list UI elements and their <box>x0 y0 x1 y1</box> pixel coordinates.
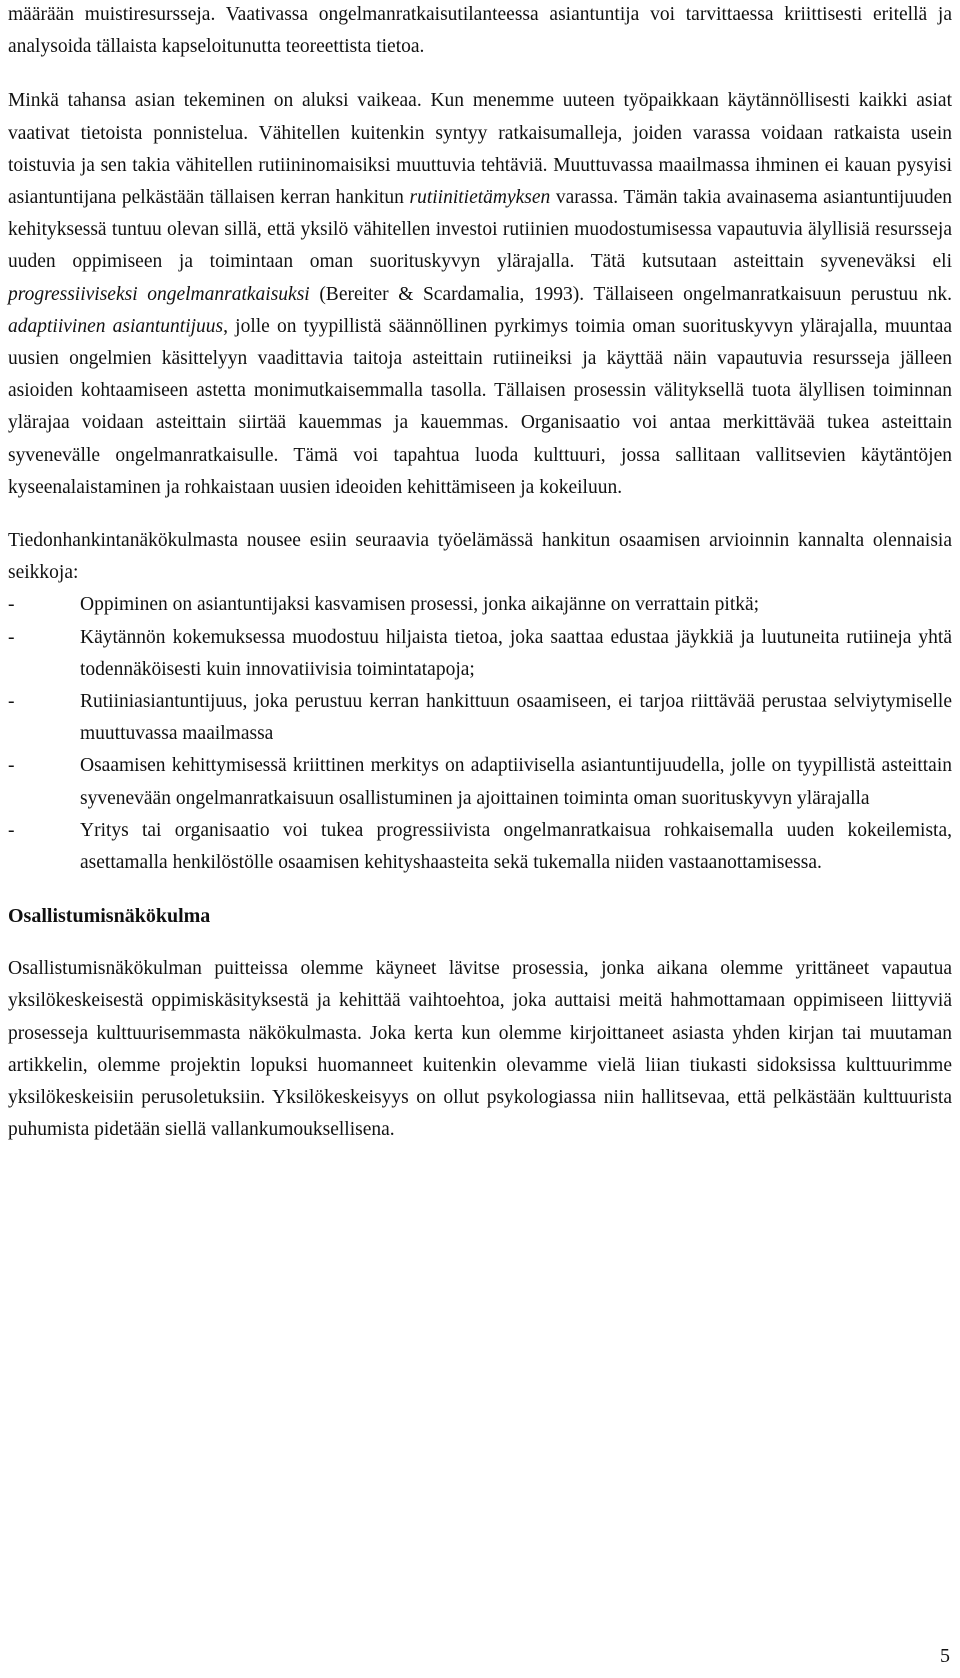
italic-term-rutiinitietamys: rutiinitietämyksen <box>409 187 551 209</box>
paragraph-intro <box>8 0 952 63</box>
paragraph-gap <box>8 879 952 900</box>
dash-bullet: - <box>8 755 15 777</box>
paragraph-osallistuminen: Osallistumisnäkökulman puitteissa olemme käyneet lävitse prosessia, jonka aikana olemme yrittäneet vapautua yksilökeskeisestä oppimiskäsityksestä ja kehittää vaihtoehtoa, joka auttaisi meitä hahmottamaan oppimiseen liittyviä prosesseja kulttuurisemmasta näkökulmasta. Joka kerta kun olemme kirjoittaneet asiasta yhden kirjan tai muutaman artikkelin, olemme projektin lopuksi huomanneet kuitenkin olevamme vielä liian tiukasti sidoksissa kulttuurimme yksilökeskeisiin perusoletuksiin. Yksilökeskeisyys on ollut psykologiassa niin hallitsevaa, että pelkästään kulttuurista puhumista pidetään siellä vallankumouksellisena. <box>8 958 952 1141</box>
paragraph-text: (Bereiter & Scardamalia, 1993). Tällaiseen ongelmanratkaisuun perustuu nk. <box>309 283 952 305</box>
paragraph-text: Minkä tahansa asian tekeminen on aluksi vaikeaa. Kun menemme uuteen työpaikkaan käytännöllisesti kaikki asiat vaativat tietoista ponnistelua. Vähitellen kuitenkin syntyy ratkaisumalleja, joiden varassa voidaan ratkaista usein toistuvia ja sen takia vähitellen rutiininomaisiksi muuttuvia tehtäviä. Muuttuvassa maailmassa ihminen ei kauan pysyisi asiantuntijana pelkästään tällaisen kerran hankitun <box>8 90 952 209</box>
paragraph-intro-text: määrään muistiresursseja. Vaativassa ongelmanratkaisutilanteessa asiantuntija voi tarvittaessa kriittisesti eritellä ja analysoida tällaista kapseloitunutta teoreettista tietoa. <box>8 4 952 58</box>
list-item-text: Käytännön kokemuksessa muodostuu hiljaista tietoa, joka saattaa edustaa jäykkiä ja luutuneita rutiineja yhtä todennäköisesti kuin innovatiivisia toimintatapoja; <box>80 626 952 680</box>
dash-bullet: - <box>8 819 15 841</box>
list-item <box>8 750 952 814</box>
paragraph-rutiini <box>8 85 952 504</box>
list-item-text: Osaamisen kehittymisessä kriittinen merkitys on adaptiivisella asiantuntijuudella, jolle on tyypillistä asteittain syvenevään ongelmanratkaisuun osallistuminen ja ajoittainen toiminta oman suorituskyvyn ylärajalla <box>80 755 952 809</box>
dash-bullet: - <box>8 691 15 713</box>
list-item <box>8 622 952 686</box>
paragraph-text: Tiedonhankintanäkökulmasta nousee esiin seuraavia työelämässä hankitun osaamisen arvioinnin kannalta olennaisia seikkoja: <box>8 530 952 584</box>
list-item <box>8 589 952 621</box>
paragraph-text: varassa. Tämän takia avainasema asiantuntijuuden kehityksessä tuntuu olevan sillä, että yksilö vähitellen investoi rutiinien muodostumisessa vapautuvia älyllisiä resursseja uuden oppimiseen ja toimintaan oman suorituskyvyn ylärajalla. Tätä kutsutaan asteittain syveneväksi eli <box>8 187 952 273</box>
page-number: 5 <box>940 1645 950 1667</box>
list-item <box>8 815 952 879</box>
list-item-text: Oppiminen on asiantuntijaksi kasvamisen prosessi, jonka aikajänne on verrattain pitkä; <box>80 594 760 616</box>
paragraph-list-intro <box>8 525 952 589</box>
dash-bullet: - <box>8 626 15 648</box>
list-item-text: Rutiiniasiantuntijuus, joka perustuu kerran hankittuun osaamiseen, ei tarjoa riittävää perustaa selviytymiselle muuttuvassa maailmassa <box>80 691 952 745</box>
paragraph-gap <box>8 932 952 953</box>
document-page <box>8 0 952 1147</box>
italic-term-progressiivinen: progressiiviseksi ongelmanratkaisuksi <box>8 283 310 305</box>
paragraph-gap <box>8 63 952 85</box>
italic-term-adaptiivinen: adaptiivinen asiantuntijuus <box>8 315 224 337</box>
section-heading: Osallistumisnäkökulma <box>8 905 211 928</box>
list-item <box>8 686 952 750</box>
bullet-list <box>8 589 952 879</box>
list-item-text: Yritys tai organisaatio voi tukea progressiivista ongelmanratkaisua rohkaisemalla uuden kokeilemista, asettamalla henkilöstölle osaamisen kehityshaasteita sekä tukemalla niiden vastaanottamisessa. <box>80 819 952 874</box>
paragraph-gap <box>8 504 952 525</box>
dash-bullet: - <box>8 594 15 616</box>
paragraph-text: , jolle on tyypillistä säännöllinen pyrkimys toimia oman suorituskyvyn ylärajalla, muuntaa uusien ongelmien käsittelyyn vaadittavia taitoja asteittain rutiineiksi ja käyttää näin vapautuvia resursseja jälleen asioiden kohtaamiseen astetta monimutkaisemmalla tasolla. Tällaisen prosessin välityksellä tuota älyllisen toiminnan ylärajaa voidaan asteittain siirtää kauemmas ja kauemmas. Organisaatio voi antaa merkittävää tukea asteittain syvenevälle ongelmanratkaisulle. Tämä voi tapahtua luoda kulttuuri, jossa sallitaan vallitsevien käytäntöjen kyseenalaistaminen ja rohkaistaan uusien ideoiden kehittämiseen ja kokeiluun. <box>8 315 953 498</box>
